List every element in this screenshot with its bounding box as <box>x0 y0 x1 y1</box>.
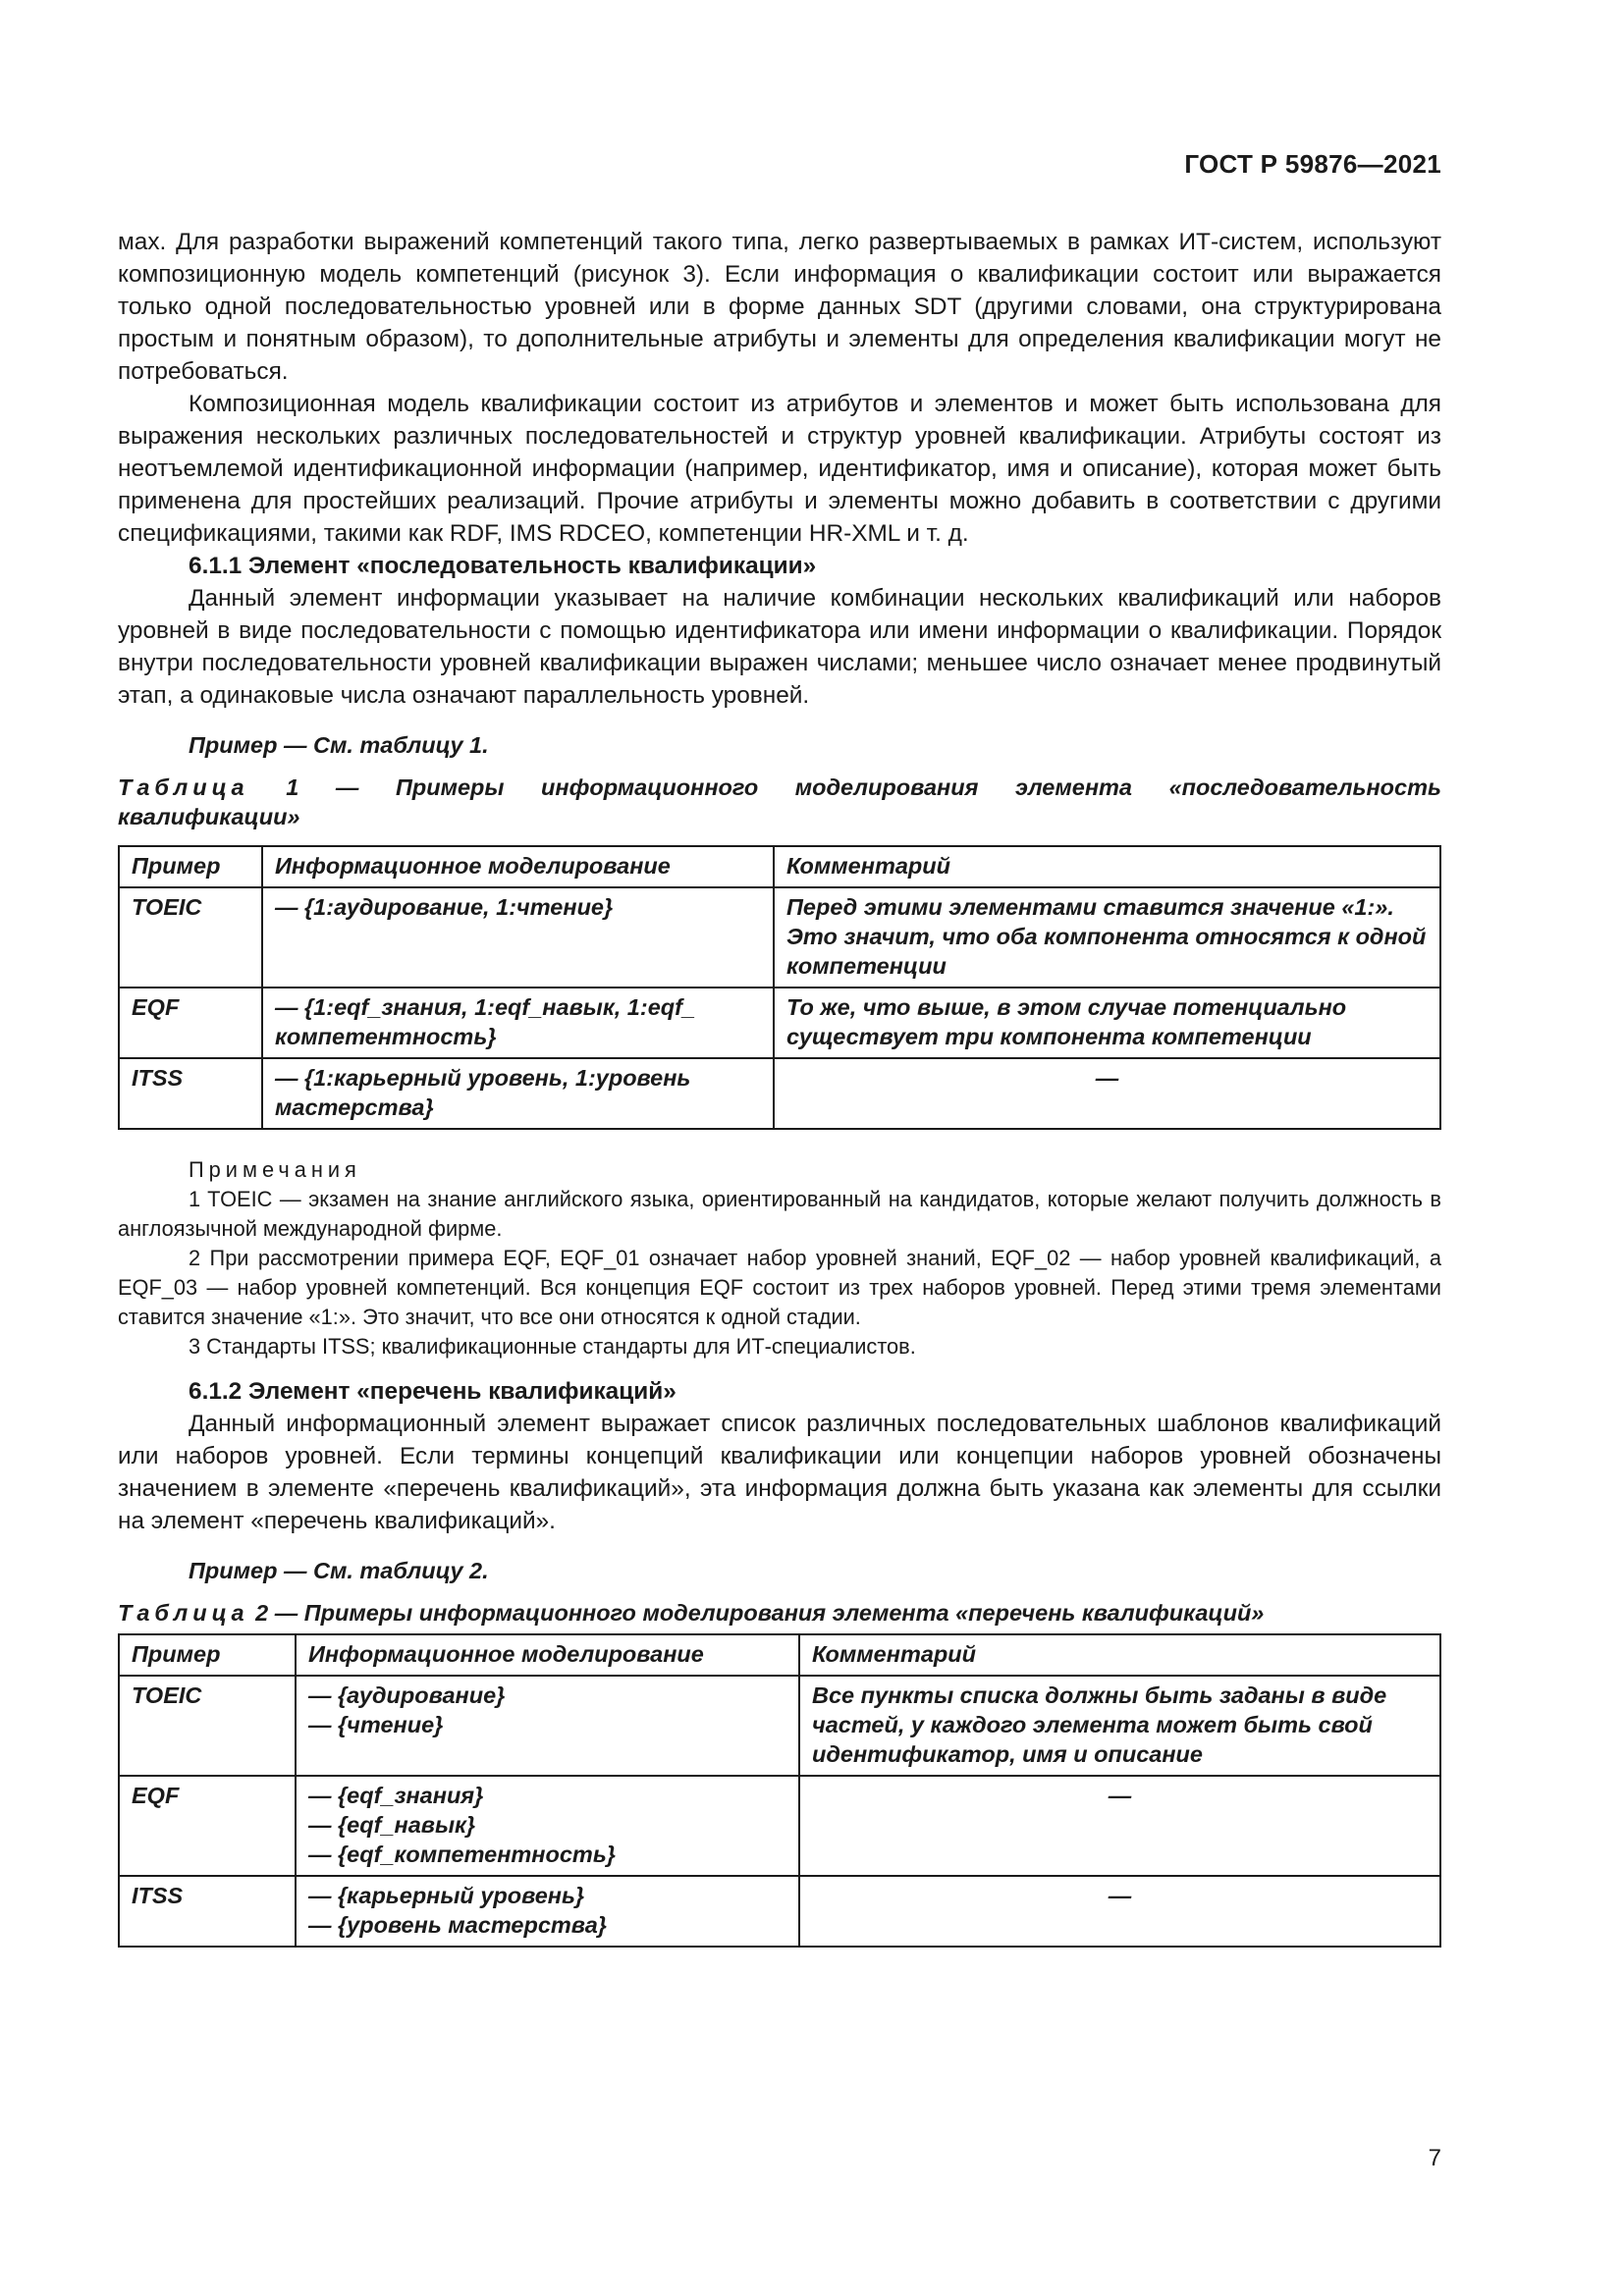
notes-block <box>118 1155 1441 1362</box>
modeling-line: — {чтение} <box>308 1712 444 1737</box>
table-header-row <box>119 1634 1440 1676</box>
column-header: Пример <box>119 846 262 887</box>
standard-header: ГОСТ Р 59876—2021 <box>1184 149 1441 179</box>
section-heading-6-1-1: 6.1.1 Элемент «последовательность квалификации» <box>189 553 817 579</box>
table-row <box>119 1776 1440 1876</box>
modeling-line: — {eqf_компетентность} <box>308 1842 616 1867</box>
table-1-caption <box>118 773 1441 831</box>
cell-example: ITSS <box>119 1876 296 1947</box>
table-row <box>119 887 1440 988</box>
table-caption-word: элемента <box>1015 774 1132 800</box>
notes-title: Примечания <box>189 1157 361 1182</box>
table-row <box>119 1058 1440 1129</box>
cell-comment: То же, что выше, в этом случае потенциально существует три компонента компетенции <box>774 988 1440 1058</box>
table-2 <box>118 1633 1441 1948</box>
note-item: 3 Стандарты ITSS; квалификационные стандарты для ИТ-специалистов. <box>189 1334 916 1359</box>
cell-modeling <box>296 1876 799 1947</box>
table-1 <box>118 845 1441 1130</box>
table-row <box>119 988 1440 1058</box>
cell-modeling <box>296 1776 799 1876</box>
page-number: 7 <box>1428 2145 1441 2171</box>
cell-example: ITSS <box>119 1058 262 1129</box>
cell-comment: Перед этими элементами ставится значение «1:». Это значит, что оба компонента относятся к одной компетенции <box>774 887 1440 988</box>
modeling-line: — {уровень мастерства} <box>308 1912 607 1938</box>
column-header: Комментарий <box>799 1634 1440 1676</box>
modeling-line: — {eqf_навык} <box>308 1812 476 1838</box>
column-header: Информационное моделирование <box>262 846 774 887</box>
paragraph: Композиционная модель квалификации состоит из атрибутов и элементов и может быть использована для выражения нескольких различных последовательностей и структур уровней квалификации. Атрибуты состоят из неотъемлемой идентификационной информации (например, идентификатор, имя и описание), которая может быть применена для простейших реализаций. Прочие атрибуты и элементы можно добавить в соответствии с другими спецификациями, такими как RDF, IMS RDCEO, компетенции HR-XML и т. д. <box>118 391 1441 547</box>
table-caption-word: «последовательность <box>1168 774 1441 800</box>
cell-example: EQF <box>119 988 262 1058</box>
paragraph: мах. Для разработки выражений компетенций такого типа, легко развертываемых в рамках ИТ-систем, используют композиционную модель компетенций (рисунок 3). Если информация о квалификации состоит или выражается только одной последовательностью уровней или в форме данных SDT (другими словами, она структурирована простым и понятным образом), то дополнительные атрибуты и элементы для определения квалификации могут не потребоваться. <box>118 229 1441 385</box>
table-caption-word: Примеры <box>395 774 505 800</box>
column-header: Пример <box>119 1634 296 1676</box>
section-heading-6-1-2: 6.1.2 Элемент «перечень квалификаций» <box>189 1378 677 1405</box>
table-row <box>119 1876 1440 1947</box>
table-caption-label: Таблица <box>118 774 249 800</box>
cell-example: TOEIC <box>119 1676 296 1776</box>
note-item: 1 TOEIC — экзамен на знание английского языка, ориентированный на кандидатов, которые желают получить должность в англоязычной международной фирме. <box>118 1187 1441 1241</box>
page-content <box>118 226 1441 1948</box>
cell-modeling: — {1:аудирование, 1:чтение} <box>262 887 774 988</box>
table-caption-word: информационного <box>541 774 759 800</box>
example-reference: Пример — См. таблицу 1. <box>189 732 489 758</box>
cell-example: EQF <box>119 1776 296 1876</box>
modeling-line: — {аудирование} <box>308 1682 506 1708</box>
note-item: 2 При рассмотрении примера EQF, EQF_01 означает набор уровней знаний, EQF_02 — набор уровней квалификаций, а EQF_03 — набор уровней компетенций. Вся концепция EQF состоит из трех наборов уровней. Перед этими тремя элементами ставится значение «1:». Это значит, что все они относятся к одной стадии. <box>118 1246 1441 1329</box>
cell-comment: — <box>799 1776 1440 1876</box>
modeling-line: — {eqf_знания} <box>308 1783 484 1808</box>
table-caption-label: Таблица <box>118 1600 249 1626</box>
table-caption-word: моделирования <box>794 774 979 800</box>
cell-modeling: — {1:карьерный уровень, 1:уровень мастерства} <box>262 1058 774 1129</box>
cell-comment: — <box>799 1876 1440 1947</box>
table-row <box>119 1676 1440 1776</box>
table-caption-text: 2 — Примеры информационного моделирования элемента «перечень квалификаций» <box>255 1600 1265 1626</box>
table-2-caption <box>118 1598 1441 1628</box>
column-header: Комментарий <box>774 846 1440 887</box>
cell-modeling: — {1:eqf_знания, 1:eqf_навык, 1:eqf_ компетентность} <box>262 988 774 1058</box>
modeling-line: — {карьерный уровень} <box>308 1883 585 1908</box>
example-reference: Пример — См. таблицу 2. <box>189 1558 489 1583</box>
section-text: Данный элемент информации указывает на наличие комбинации нескольких квалификаций или наборов уровней в виде последовательности с помощью идентификатора или имени информации о квалификации. Порядок внутри последовательности уровней квалификации выражен числами; меньшее число означает менее продвинутый этап, а одинаковые числа означают параллельность уровней. <box>118 585 1441 709</box>
cell-modeling <box>296 1676 799 1776</box>
table-caption-line-2: квалификации» <box>118 804 300 829</box>
table-caption-dash: — <box>335 774 359 800</box>
table-header-row <box>119 846 1440 887</box>
column-header: Информационное моделирование <box>296 1634 799 1676</box>
section-text: Данный информационный элемент выражает список различных последовательных шаблонов квалификаций или наборов уровней. Если термины концепций квалификации или концепции наборов уровней обозначены значением в элементе «перечень квалификаций», эта информация должна быть указана как элементы для ссылки на элемент «перечень квалификаций». <box>118 1411 1441 1534</box>
table-caption-number: 1 <box>286 774 299 800</box>
cell-comment: — <box>774 1058 1440 1129</box>
cell-example: TOEIC <box>119 887 262 988</box>
cell-comment: Все пункты списка должны быть заданы в виде частей, у каждого элемента может быть свой идентификатор, имя и описание <box>799 1676 1440 1776</box>
